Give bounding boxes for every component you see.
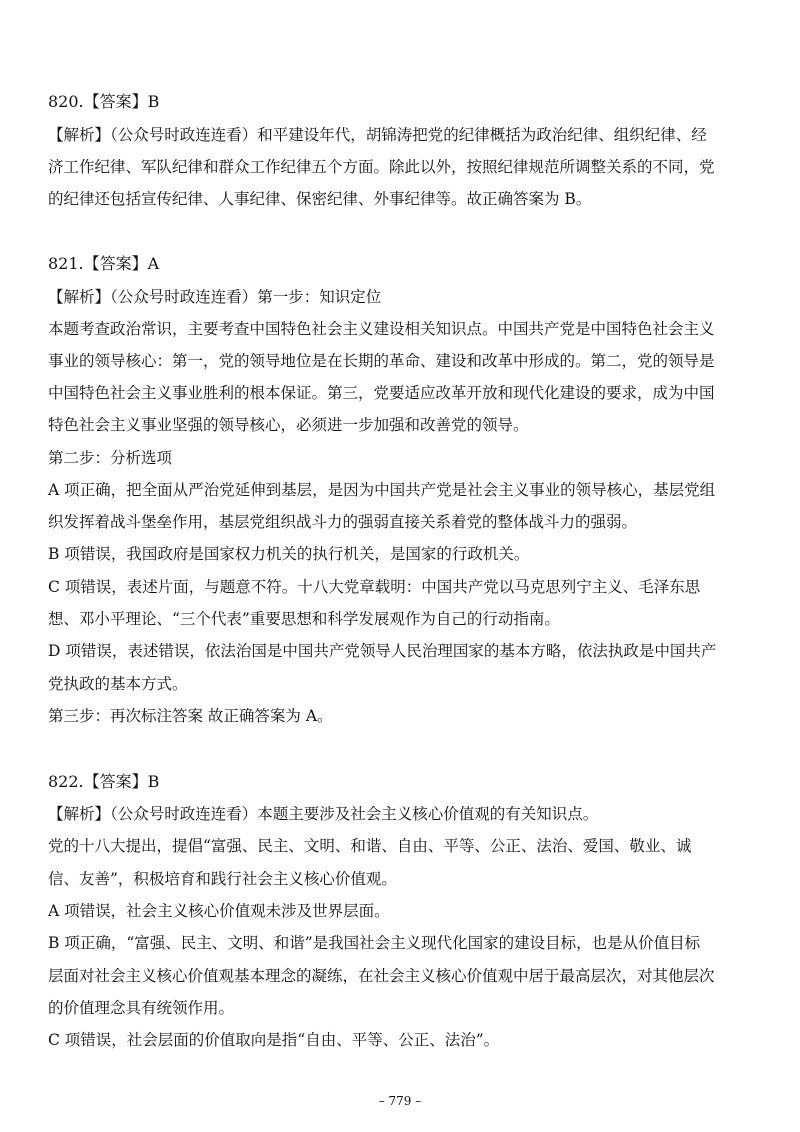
question-820-line-2: 济工作纪律、军队纪律和群众工作纪律五个方面。除此以外，按照纪律规范所调整关系的不同，党 <box>48 158 715 176</box>
question-821-line-10: C 项错误，表述片面，与题意不符。十八大党章载明：中国共产党以马克思列宁主义、毛泽东思 <box>48 578 701 596</box>
question-822-line-7: 的价值理念具有统领作用。 <box>48 999 235 1017</box>
question-821-line-3: 事业的领导核心：第一，党的领导地位是在长期的革命、建设和改革中形成的。第二，党的领导是 <box>48 352 715 370</box>
question-822-line-2: 党的十八大提出，提倡“富强、民主、文明、和谐、自由、平等、公正、法治、爱国、敬业、诚 <box>48 837 692 855</box>
question-822-header: 822.【答案】B <box>48 772 160 791</box>
question-821-line-9: B 项错误，我国政府是国家权力机关的执行机关，是国家的行政机关。 <box>48 545 530 563</box>
question-821-line-2: 本题考查政治常识，主要考查中国特色社会主义建设相关知识点。中国共产党是中国特色社会主义 <box>48 320 715 338</box>
question-820-header: 820.【答案】B <box>48 92 160 111</box>
question-821-line-7: A 项正确，把全面从严治党延伸到基层，是因为中国共产党是社会主义事业的领导核心，基层党组 <box>48 481 716 499</box>
question-820-line-3: 的纪律还包括宣传纪律、人事纪律、保密纪律、外事纪律等。故正确答案为 B。 <box>48 190 592 208</box>
question-822-line-6: 层面对社会主义核心价值观基本理念的凝练，在社会主义核心价值观中居于最高层次，对其他层次 <box>48 967 715 985</box>
question-821-line-11: 想、邓小平理论、“三个代表”重要思想和科学发展观作为自己的行动指南。 <box>48 610 560 628</box>
question-822-line-5: B 项正确，“富强、民主、文明、和谐”是我国社会主义现代化国家的建设目标，也是从价值目标 <box>48 934 701 952</box>
question-821-line-12: D 项错误，表述错误，依法治国是中国共产党领导人民治理国家的基本方略，依法执政是中国共产 <box>48 642 717 660</box>
question-822-line-8: C 项错误，社会层面的价值取向是指“自由、平等、公正、法治”。 <box>48 1031 500 1049</box>
question-820-line-1: 【解析】（公众号时政连连看）和平建设年代，胡锦涛把党的纪律概括为政治纪律、组织纪律、经 <box>48 126 707 144</box>
question-821-line-4: 中国特色社会主义事业胜利的根本保证。第三，党要适应改革开放和现代化建设的要求，成为中国 <box>48 384 715 402</box>
question-821-line-6: 第二步：分析选项 <box>48 449 173 467</box>
question-821-line-14: 第三步：再次标注答案 故正确答案为 A。 <box>48 707 333 725</box>
question-821-line-13: 党执政的基本方式。 <box>48 675 188 693</box>
question-821-line-5: 特色社会主义事业坚强的领导核心，必须进一步加强和改善党的领导。 <box>48 416 529 434</box>
page-number: – 779 – <box>378 1094 422 1108</box>
question-821-line-1: 【解析】（公众号时政连连看）第一步：知识定位 <box>48 288 382 306</box>
question-822-line-3: 信、友善”，积极培育和践行社会主义核心价值观。 <box>48 870 397 888</box>
question-821-line-8: 织发挥着战斗堡垒作用，基层党组织战斗力的强弱直接关系着党的整体战斗力的强弱。 <box>48 513 638 531</box>
question-822-line-4: A 项错误，社会主义核心价值观未涉及世界层面。 <box>48 902 390 920</box>
question-821-header: 821.【答案】A <box>48 254 160 273</box>
question-822-line-1: 【解析】（公众号时政连连看）本题主要涉及社会主义核心价值观的有关知识点。 <box>48 805 599 823</box>
